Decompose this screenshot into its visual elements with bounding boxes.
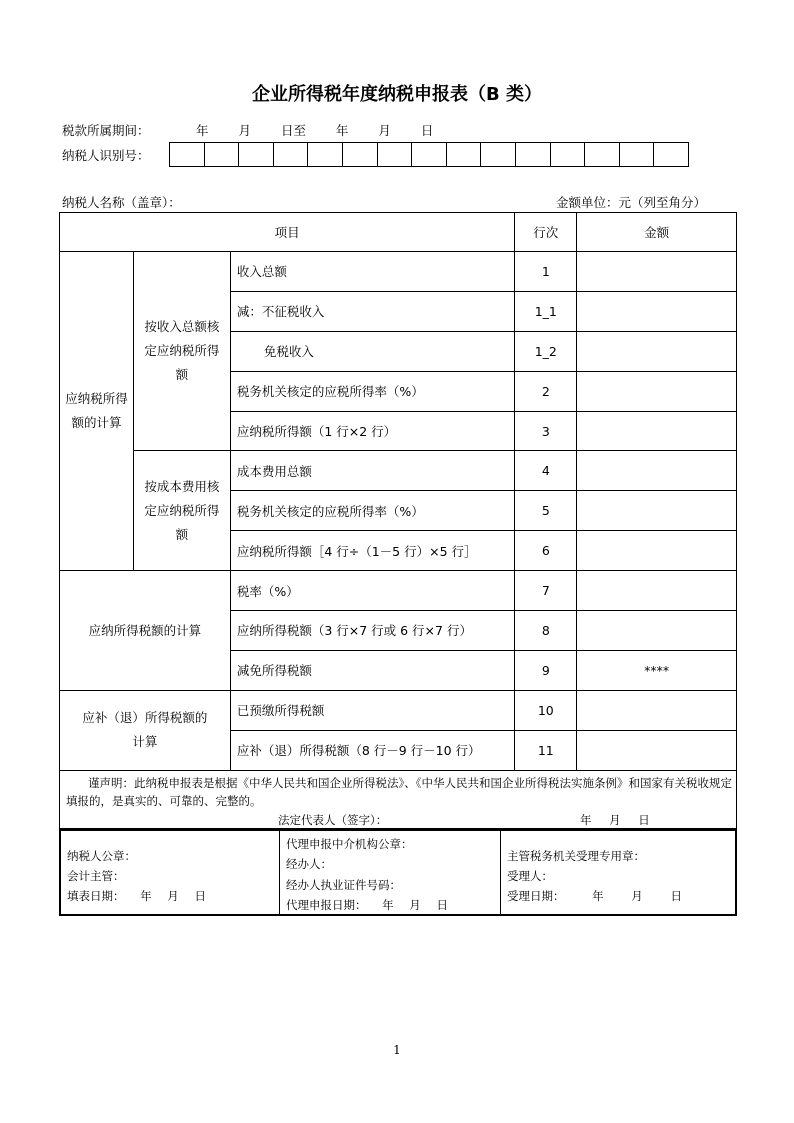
accounting-supervisor-label: 会计主管： [67, 869, 125, 883]
row-line: 5 [515, 491, 577, 531]
table-row [60, 451, 737, 491]
period-label: 税款所属期间： [62, 123, 150, 138]
row-item: 应纳税所得额［4 行÷（1－5 行）×5 行］ [230, 531, 515, 571]
row-amount[interactable] [577, 252, 737, 292]
taxpayer-id-digit-box[interactable] [308, 143, 343, 166]
row-line: 8 [515, 611, 577, 651]
row-line: 10 [515, 690, 577, 730]
taxpayer-id-boxes[interactable] [169, 142, 689, 167]
row-line: 11 [515, 730, 577, 770]
agent-seal-label: 代理申报中介机构公章： [286, 837, 413, 851]
row-amount[interactable] [577, 291, 737, 331]
taxpayer-seal-label: 纳税人公章： [67, 849, 136, 863]
tax-return-table [59, 212, 737, 771]
declaration-date: 年 月 日 [580, 813, 650, 827]
taxpayer-id-digit-box[interactable] [585, 143, 620, 166]
section-tax-payable: 应纳所得税额的计算 [60, 571, 231, 691]
row-line: 7 [515, 571, 577, 611]
agent-seal-column [280, 831, 501, 914]
header-line: 行次 [515, 213, 577, 252]
row-line: 6 [515, 531, 577, 571]
row-item: 减：不征税收入 [230, 291, 515, 331]
page-number: 1 [393, 1043, 401, 1057]
taxpayer-id-digit-box[interactable] [343, 143, 378, 166]
subsection-by-cost: 按成本费用核定应纳税所得额 [133, 451, 230, 571]
table-row [60, 571, 737, 611]
fill-date-label: 填表日期： 年 月 日 [67, 889, 206, 903]
taxpayer-id-digit-box[interactable] [447, 143, 482, 166]
row-item: 税务机关核定的应税所得率（%） [230, 371, 515, 411]
row-item: 应纳税所得额（1 行×2 行） [230, 411, 515, 451]
legal-rep-signature-label: 法定代表人（签字）： [278, 813, 388, 827]
period-value: 年 月 日至 年 月 日 [196, 123, 434, 138]
row-line: 4 [515, 451, 577, 491]
section-tax-due-refund: 应补（退）所得税额的计算 [60, 690, 231, 770]
subsection-by-revenue: 按收入总额核定应纳税所得额 [133, 252, 230, 451]
taxpayer-id-digit-box[interactable] [205, 143, 240, 166]
row-amount[interactable] [577, 611, 737, 651]
row-item: 税率（%） [230, 571, 515, 611]
row-line: 1_1 [515, 291, 577, 331]
receiver-label: 受理人： [507, 869, 553, 883]
row-item: 税务机关核定的应税所得率（%） [230, 491, 515, 531]
taxpayer-seal-column [61, 831, 280, 914]
row-line: 3 [515, 411, 577, 451]
handler-license-label: 经办人执业证件号码： [286, 878, 401, 892]
row-amount[interactable] [577, 411, 737, 451]
taxpayer-id-digit-box[interactable] [412, 143, 447, 166]
row-amount: **** [577, 650, 737, 690]
taxpayer-id-digit-box[interactable] [378, 143, 413, 166]
row-item: 已预缴所得税额 [230, 690, 515, 730]
declaration-text: 谨声明：此纳税申报表是根据《中华人民共和国企业所得税法》、《中华人民共和国企业所得税法实施条例》和国家有关税收规定填报的，是真实的、可靠的、完整的。 [66, 776, 732, 808]
table-row [60, 252, 737, 292]
row-item: 免税收入 [230, 331, 515, 371]
taxpayer-id-digit-box[interactable] [274, 143, 309, 166]
table-header-row [60, 213, 737, 252]
taxpayer-name-label: 纳税人名称（盖章）： [62, 195, 181, 210]
tax-authority-seal-label: 主管税务机关受理专用章： [507, 849, 645, 863]
table-row [60, 690, 737, 730]
taxpayer-id-digit-box[interactable] [481, 143, 516, 166]
section-taxable-income: 应纳税所得额的计算 [60, 252, 134, 571]
row-line: 2 [515, 371, 577, 411]
row-line: 1 [515, 252, 577, 292]
tax-authority-column [501, 831, 735, 914]
header-item: 项目 [60, 213, 515, 252]
taxpayer-id-label: 纳税人识别号： [62, 148, 150, 163]
form-title: 企业所得税年度纳税申报表（B 类） [252, 84, 542, 105]
taxpayer-id-digit-box[interactable] [551, 143, 586, 166]
row-amount[interactable] [577, 531, 737, 571]
agent-date-label: 代理申报日期： 年 月 日 [286, 898, 448, 912]
taxpayer-id-digit-box[interactable] [620, 143, 655, 166]
row-amount[interactable] [577, 331, 737, 371]
row-amount[interactable] [577, 730, 737, 770]
taxpayer-id-digit-box[interactable] [239, 143, 274, 166]
row-item: 应补（退）所得税额（8 行－9 行－10 行） [230, 730, 515, 770]
row-item: 应纳所得税额（3 行×7 行或 6 行×7 行） [230, 611, 515, 651]
row-line: 9 [515, 650, 577, 690]
seal-section [59, 829, 737, 916]
row-item: 成本费用总额 [230, 451, 515, 491]
taxpayer-id-digit-box[interactable] [170, 143, 205, 166]
row-amount[interactable] [577, 451, 737, 491]
row-line: 1_2 [515, 331, 577, 371]
row-amount[interactable] [577, 690, 737, 730]
row-amount[interactable] [577, 371, 737, 411]
row-amount[interactable] [577, 571, 737, 611]
header-amount: 金额 [577, 213, 737, 252]
row-item: 减免所得税额 [230, 650, 515, 690]
agent-handler-label: 经办人： [286, 857, 332, 871]
taxpayer-id-digit-box[interactable] [516, 143, 551, 166]
row-amount[interactable] [577, 491, 737, 531]
receipt-date-label: 受理日期： 年 月 日 [507, 889, 682, 903]
row-item: 收入总额 [230, 252, 515, 292]
amount-unit-label: 金额单位：元（列至角分） [555, 195, 706, 210]
taxpayer-id-digit-box[interactable] [654, 143, 688, 166]
declaration-box [59, 768, 737, 829]
